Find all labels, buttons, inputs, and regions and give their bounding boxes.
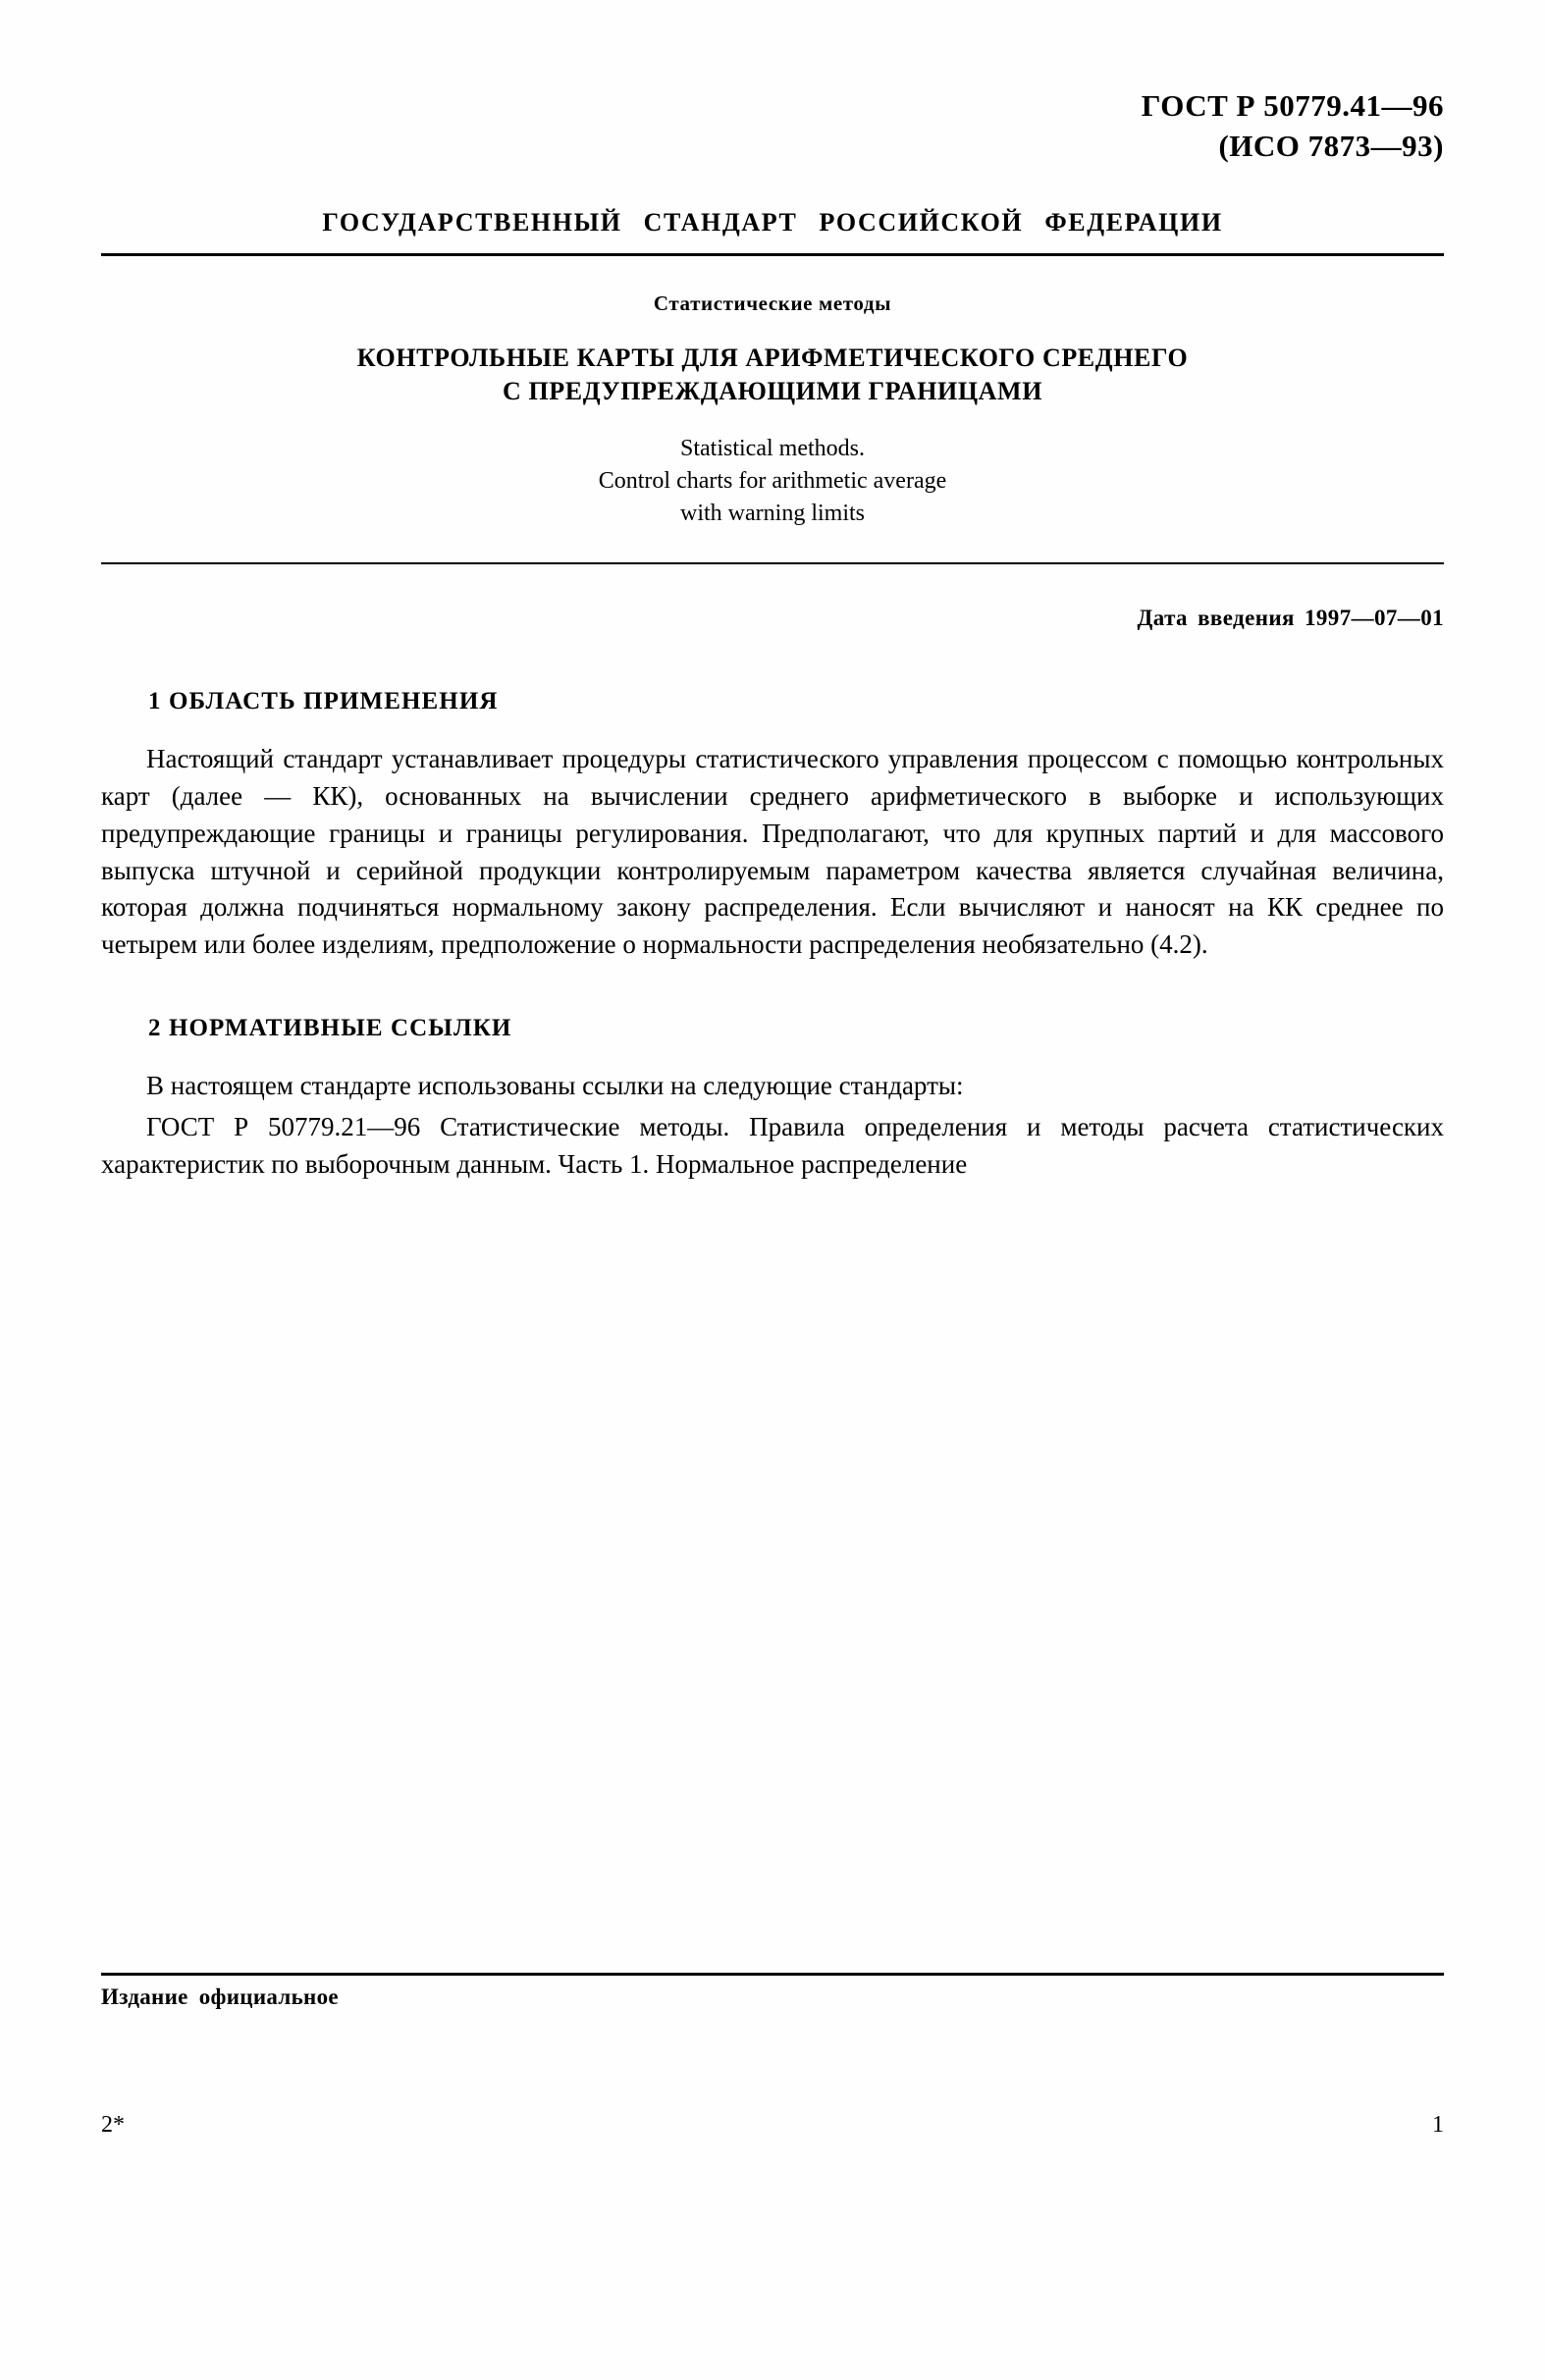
standard-code-line1: ГОСТ Р 50779.41—96 bbox=[1141, 88, 1444, 123]
introduction-date: Дата введения 1997—07—01 bbox=[1137, 606, 1444, 631]
signature-mark: 2* bbox=[101, 2112, 125, 2138]
document-title-en bbox=[101, 433, 1444, 529]
section-paragraph-references-1: В настоящем стандарте использованы ссылки на следующие стандарты: bbox=[146, 1071, 964, 1101]
section-heading-references: 2 НОРМАТИВНЫЕ ССЫЛКИ bbox=[148, 1015, 512, 1042]
document-title-en-line3: with warning limits bbox=[680, 500, 865, 526]
subject-heading: Статистические методы bbox=[653, 291, 892, 315]
document-title-ru bbox=[101, 342, 1444, 408]
document-title-ru-line2: С ПРЕДУПРЕЖДАЮЩИМИ ГРАНИЦАМИ bbox=[502, 376, 1043, 405]
section-paragraph-scope: Настоящий стандарт устанавливает процедуры статистического управления процессом с помощью контрольных карт (далее — КК), основанных на вычислении среднего арифметического в выборке и использующих предупреждающие границы и границы регулирования. Предполагают, что для крупных партий и для массового выпуска штучной и серийной продукции контролируемым параметром качества является случайная величина, которая должна подчиняться нормальному закону распределения. Если вычисляют и наносят на КК среднее по четырем или более изделиям, предположение о нормальности распределения необязательно (4.2). bbox=[101, 744, 1444, 960]
page-content bbox=[101, 0, 1444, 1183]
document-title-ru-line1: КОНТРОЛЬНЫЕ КАРТЫ ДЛЯ АРИФМЕТИЧЕСКОГО СРЕДНЕГО bbox=[356, 343, 1189, 372]
divider-footer bbox=[101, 1973, 1444, 1976]
page-number: 1 bbox=[1432, 2112, 1444, 2138]
standard-code-line2: (ИСО 7873—93) bbox=[1218, 128, 1444, 163]
standard-code bbox=[101, 86, 1444, 167]
section-paragraph-references-2: ГОСТ Р 50779.21—96 Статистические методы. Правила определения и методы расчета статистических характеристик по выборочным данным. Часть 1. Нормальное распределение bbox=[101, 1111, 1444, 1179]
section-heading-scope: 1 ОБЛАСТЬ ПРИМЕНЕНИЯ bbox=[148, 688, 499, 715]
document-title-en-line1: Statistical methods. bbox=[680, 436, 865, 462]
divider-top bbox=[101, 253, 1444, 256]
official-edition-note: Издание официальное bbox=[101, 1984, 339, 2009]
document-title-en-line2: Control charts for arithmetic average bbox=[598, 468, 947, 495]
divider-below-title bbox=[101, 562, 1444, 564]
state-standard-heading: ГОСУДАРСТВЕННЫЙ СТАНДАРТ РОССИЙСКОЙ ФЕДЕРАЦИИ bbox=[322, 207, 1223, 237]
